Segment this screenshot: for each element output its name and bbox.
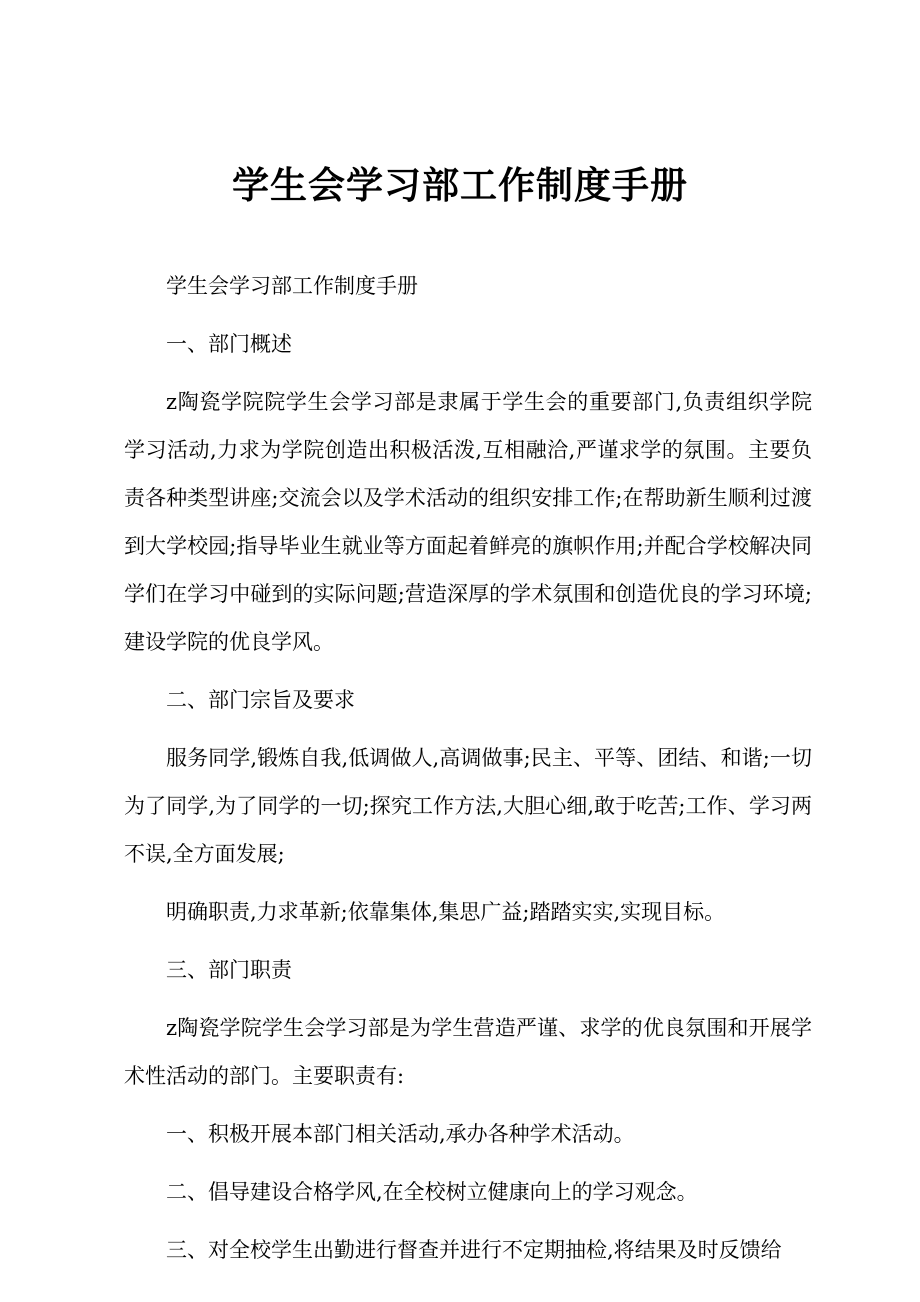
section-heading-overview: 一、部门概述 <box>166 332 292 356</box>
paragraph-duties-intro: z陶瓷学院学生会学习部是为学生营造严谨、求学的优良氛围和开展学术性活动的部门。主要职责有: <box>124 1016 812 1088</box>
paragraph-overview: z陶瓷学院院学生会学习部是隶属于学生会的重要部门,负责组织学院学习活动,力求为学院创造出积极活泼,互相融洽,严谨求学的氛围。主要负责各种类型讲座;交流会以及学术活动的组织安排工作;在帮助新生顺利过渡到大学校园;指导毕业生就业等方面起着鲜亮的旗帜作用;并配合学校解决同学们在学习中碰到的实际问题;营造深厚的学术氛围和创造优良的学习环境;建设学院的优良学风。 <box>124 390 812 654</box>
duty-item-1: 一、积极开展本部门相关活动,承办各种学术活动。 <box>166 1122 635 1146</box>
duty-item-3: 三、对全校学生出勤进行督查并进行不定期抽检,将结果及时反馈给 <box>166 1238 782 1262</box>
document-title: 学生会学习部工作制度手册 <box>232 163 688 207</box>
section-heading-duties: 三、部门职责 <box>166 958 292 982</box>
duty-item-2: 二、倡导建设合格学风,在全校树立健康向上的学习观念。 <box>166 1180 698 1204</box>
paragraph-goals: 明确职责,力求革新;依靠集体,集思广益;踏踏实实,实现目标。 <box>166 900 726 924</box>
section-heading-purpose: 二、部门宗旨及要求 <box>166 688 355 712</box>
document-body <box>124 262 812 1284</box>
paragraph-subtitle: 学生会学习部工作制度手册 <box>166 274 418 298</box>
paragraph-purpose: 服务同学,锻炼自我,低调做人,高调做事;民主、平等、团结、和谐;一切为了同学,为了同学的一切;探究工作方法,大胆心细,敢于吃苦;工作、学习两不误,全方面发展; <box>124 746 812 866</box>
